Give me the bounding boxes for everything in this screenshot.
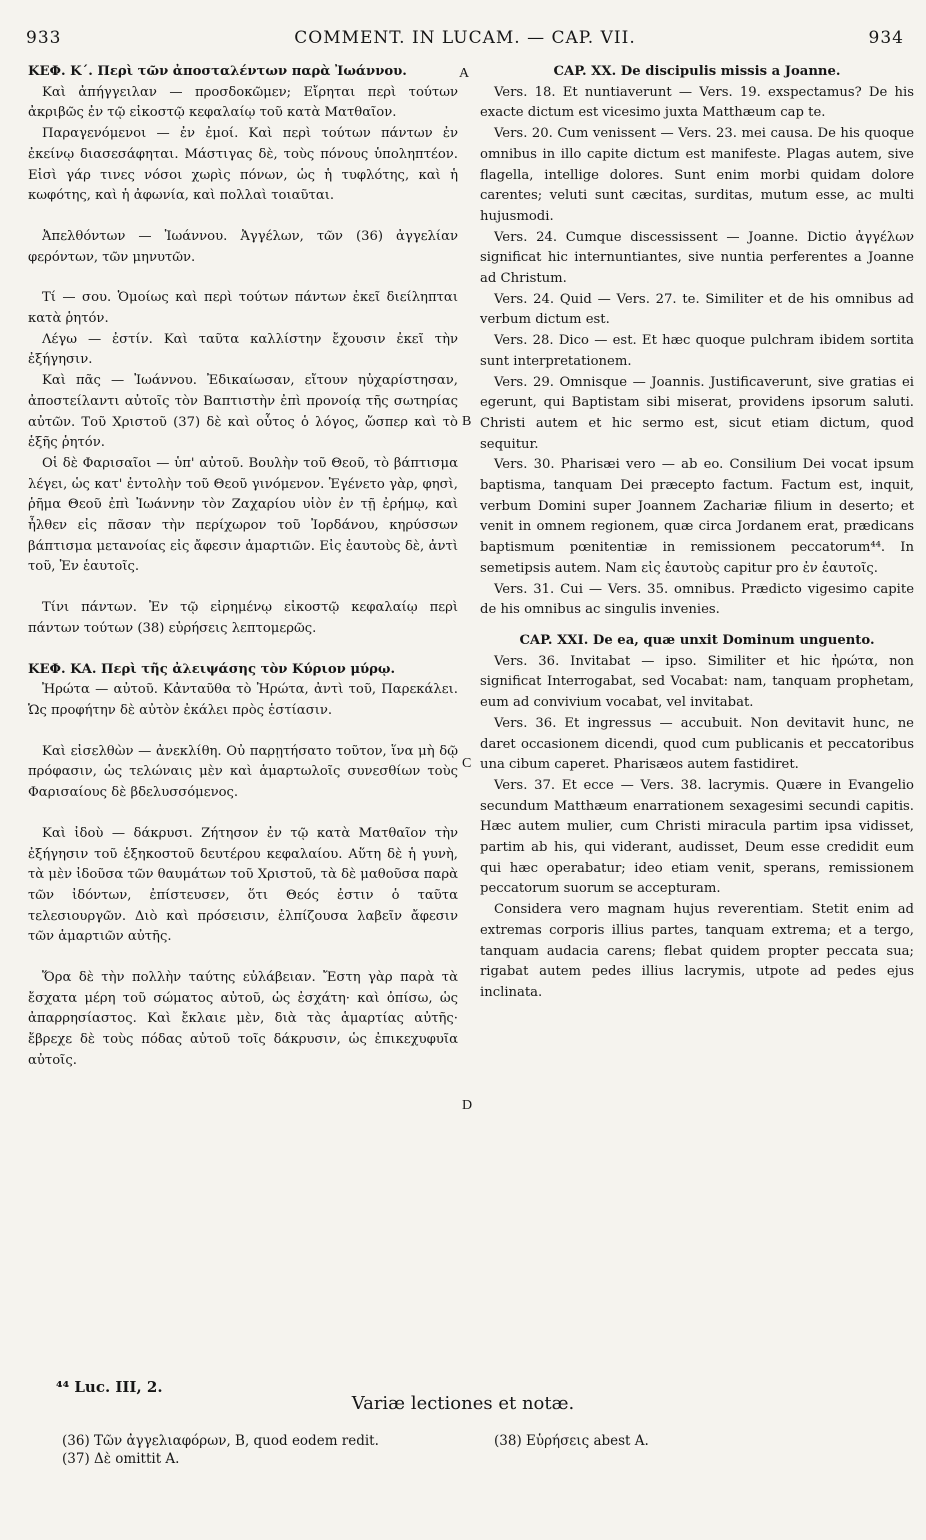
- greek-column: [28, 62, 458, 1072]
- greek-paragraph: Λέγω — ἐστίν. Καὶ ταῦτα καλλίστην ἔχουσιν ἐκεῖ τὴν ἐξήγησιν.: [28, 331, 458, 368]
- margin-marker-c: C: [462, 756, 472, 771]
- greek-paragraph: Καὶ ἀπήγγειλαν — προσδοκῶμεν; Εἴρηται περὶ τούτων ἀκριβῶς ἐν τῷ εἰκοστῷ κεφαλαίῳ τοῦ κατὰ Ματθαῖον.: [28, 84, 458, 121]
- latin-paragraph: Vers. 24. Quid — Vers. 27. te. Similiter et de his omnibus ad verbum dictum est.: [480, 291, 914, 328]
- latin-paragraph: Considera vero magnam hujus reverentiam. Stetit enim ad extremas corporis illius partes, tanquam extrema; et a tergo, tanquam audacia carens; flebat quidem propter peccata sua; rigabat autem pedes illius lacrymis, utpote ad pedes ejus inclinata.: [480, 902, 914, 1000]
- page-number-right: 934: [868, 28, 904, 48]
- footnote: ⁴⁴ Luc. III, 2.: [56, 1378, 163, 1396]
- margin-marker-b: B: [462, 414, 472, 429]
- latin-paragraph: Vers. 28. Dico — est. Et hæc quoque pulchram ibidem sortita sunt interpretationem.: [480, 333, 914, 369]
- greek-paragraph: Οἱ δὲ Φαρισαῖοι — ὑπ' αὐτοῦ. Βουλὴν τοῦ Θεοῦ, τὸ βάπτισμα λέγει, ὡς κατ' ἐντολὴν τοῦ Θεοῦ γινόμενον. Ἐγένετο γὰρ, φησὶ, ῥῆμα Θεοῦ ἐπὶ Ἰωάννην τὸν Ζαχαρίου υἱὸν ἐν τῇ ἐρήμῳ, καὶ ἦλθεν εἰς πᾶσαν τὴν περίχωρον τοῦ Ἰορδάνου, κηρύσσων βάπτισμα μετανοίας εἰς ἄφεσιν ἁμαρτιῶν. Εἰς ἑαυτοὺς δὲ, ἀντὶ τοῦ, Ἐν ἑαυτοῖς.: [28, 455, 458, 575]
- greek-chapter-heading-21: ΚΕΦ. ΚΑ. Περὶ τῆς ἀλειψάσης τὸν Κύριον μύρῳ.: [28, 661, 396, 677]
- latin-chapter-heading-20: CAP. XX. De discipulis missis a Joanne.: [553, 64, 841, 79]
- latin-paragraph: Vers. 20. Cum venissent — Vers. 23. mei causa. De his quoque omnibus in illo capite dictum est manifeste. Plagas autem, sive flagella, intellige dolores. Sunt enim morbi quidam dolore carentes; veluti sunt cæcitas, surditas, mutum esse, ac multi hujusmodi.: [480, 126, 914, 224]
- latin-chapter-heading-21: CAP. XXI. De ea, quæ unxit Dominum unguento.: [519, 632, 875, 648]
- greek-paragraph: Ἠρώτα — αὐτοῦ. Κἀνταῦθα τὸ Ἠρώτα, ἀντὶ τοῦ, Παρεκάλει. Ὡς προφήτην δὲ αὐτὸν ἐκάλει πρὸς ἑστίασιν.: [28, 682, 458, 718]
- latin-paragraph: Vers. 18. Et nuntiaverunt — Vers. 19. exspectamus? De his exacte dictum est vicesimo juxta Matthæum cap te.: [480, 84, 914, 121]
- latin-paragraph: Vers. 31. Cui — Vers. 35. omnibus. Prædicto vigesimo capite de his omnibus ac singulis invenies.: [480, 581, 914, 618]
- greek-paragraph: Ἀπελθόντων — Ἰωάννου. Ἀγγέλων, τῶν (36) ἀγγελίαν φερόντων, τῶν μηνυτῶν.: [28, 228, 458, 265]
- greek-paragraph: Παραγενόμενοι — ἐν ἐμοί. Καὶ περὶ τούτων πάντων ἐν ἐκείνῳ διασεσάφηται. Μάστιγας δὲ, τοὺς πόνους ὑποληπτέον. Εἰσὶ γάρ τινες νόσοι χωρὶς πόνων, ὡς ἡ τυφλότης, καὶ ἡ κωφότης, καὶ ἡ ἀφωνία, καὶ πολλαὶ τοιαῦται.: [28, 126, 458, 204]
- page-header: [26, 28, 904, 54]
- latin-paragraph: Vers. 29. Omnisque — Joannis. Justificaverunt, sive gratias ei egerunt, qui Baptistam sibi miserat, providens ipsorum saluti. Christi autem et hic sermo est, sicut etiam dictum, quod sequitur.: [480, 374, 914, 452]
- latin-paragraph: Vers. 30. Pharisæi vero — ab eo. Consilium Dei vocat ipsum baptisma, tanquam Dei præcepto factum. Factum est, inquit, verbum Domini super Joannem Zachariæ filium in deserto; et venit in omnem regionem, quæ circa Jordanem erat, prædicans baptismum pœnitentiæ in remissionem peccatorum⁴⁴. In semetipsis autem. Nam εἰς ἑαυτοὺς capitur pro ἐν ἑαυτοῖς.: [480, 457, 914, 576]
- latin-paragraph: Vers. 24. Cumque discessissent — Joanne. Dictio ἀγγέλων significat hic internuntiantes, sive nuntia perferentes a Joanne ad Christum.: [480, 229, 914, 287]
- running-title: COMMENT. IN LUCAM. — CAP. VII.: [294, 28, 636, 48]
- greek-paragraph: Καὶ εἰσελθὼν — ἀνεκλίθη. Οὐ παρῃτήσατο τοῦτον, ἵνα μὴ δῷ πρόφασιν, ὡς τελώναις μὲν καὶ ἁμαρτωλοῖς συνεσθίων τοὺς Φαρισαίους δὲ βδελυσσόμενος.: [28, 743, 458, 801]
- greek-paragraph: Τί — σου. Ὁμοίως καὶ περὶ τούτων πάντων ἐκεῖ διείληπται κατὰ ῥητόν.: [28, 290, 458, 327]
- latin-column: [480, 62, 914, 1004]
- note-36: (36) Τῶν ἀγγελιαφόρων, B, quod eodem redit.: [62, 1433, 379, 1449]
- greek-chapter-heading-20: ΚΕΦ. Κ΄. Περὶ τῶν ἀποσταλέντων παρὰ Ἰωάννου.: [28, 64, 407, 79]
- notes-left: [62, 1432, 492, 1468]
- page-number-left: 933: [26, 28, 62, 48]
- variae-lectiones-title: Variæ lectiones et notæ.: [351, 1393, 575, 1414]
- greek-paragraph: Καὶ πᾶς — Ἰωάννου. Ἐδικαίωσαν, εἴτουν ηὐχαρίστησαν, ἀποστείλαντι αὐτοῖς τὸν Βαπτιστὴν ἐπὶ προνοίᾳ τῆς σωτηρίας αὐτῶν. Τοῦ Χριστοῦ (37) δὲ καὶ οὗτος ὁ λόγος, ὥσπερ καὶ τὸ ἑξῆς ῥητόν.: [28, 373, 458, 451]
- notes-right: [494, 1432, 649, 1450]
- latin-paragraph: Vers. 36. Et ingressus — accubuit. Non devitavit hunc, ne daret occasionem dicendi, quod cum publicanis et peccatoribus una cibum caperet. Pharisæos autem fastidiret.: [480, 715, 914, 773]
- greek-paragraph: Τίνι πάντων. Ἐν τῷ εἰρημένῳ εἰκοστῷ κεφαλαίῳ περὶ πάντων τούτων (38) εὑρήσεις λεπτομερῶς.: [28, 600, 458, 636]
- margin-marker-a: A: [459, 66, 470, 81]
- note-37: (37) Δὲ omittit A.: [62, 1451, 180, 1467]
- note-38: (38) Εὑρήσεις abest A.: [494, 1433, 649, 1449]
- margin-marker-d: D: [462, 1098, 473, 1113]
- latin-paragraph: Vers. 37. Et ecce — Vers. 38. lacrymis. Quære in Evangelio secundum Matthæum enarrationem sexagesimi secundi capitis. Hæc autem mulier, cum Christi miracula partim ipsa vidisset, partim ab his, qui viderant, audisset, Deum esse credidit eum qui hæc operabatur; ideo etiam venit, sperans, remissionem peccatorum suorum se accepturam.: [480, 777, 914, 897]
- greek-paragraph: Ὅρα δὲ τὴν πολλὴν ταύτης εὐλάβειαν. Ἔστη γὰρ παρὰ τὰ ἔσχατα μέρη τοῦ σώματος αὐτοῦ, ὡς ἐσχάτη· καὶ ὀπίσω, ὡς ἀπαρρησίαστος. Καὶ ἔκλαιε μὲν, διὰ τὰς ἁμαρτίας αὐτῆς· ἔβρεχε δὲ τοὺς πόδας αὐτοῦ τοῖς δάκρυσιν, ὡς ἐπικεχυφυῖα αὐτοῖς.: [28, 970, 458, 1068]
- latin-paragraph: Vers. 36. Invitabat — ipso. Similiter et hic ἠρώτα, non significat Interrogabat, sed Vocabat: nam, tanquam prophetam, eum ad convivium vocabat, vel invitabat.: [480, 653, 914, 711]
- greek-paragraph: Καὶ ἰδοὺ — δάκρυσι. Ζήτησον ἐν τῷ κατὰ Ματθαῖον τὴν ἐξήγησιν τοῦ ἑξηκοστοῦ δευτέρου κεφαλαίου. Αὕτη δὲ ἡ γυνὴ, τὰ μὲν ἰδοῦσα τῶν θαυμάτων τοῦ Χριστοῦ, τὰ δὲ μαθοῦσα παρὰ τῶν ἰδόντων, ἐπίστευσεν, ὅτι Θεός ἐστιν ὁ ταῦτα τελεσιουργῶν. Διὸ καὶ πρόσεισιν, ἐλπίζουσα λαβεῖν ἄφεσιν τῶν ἁμαρτιῶν αὐτῆς.: [28, 825, 458, 945]
